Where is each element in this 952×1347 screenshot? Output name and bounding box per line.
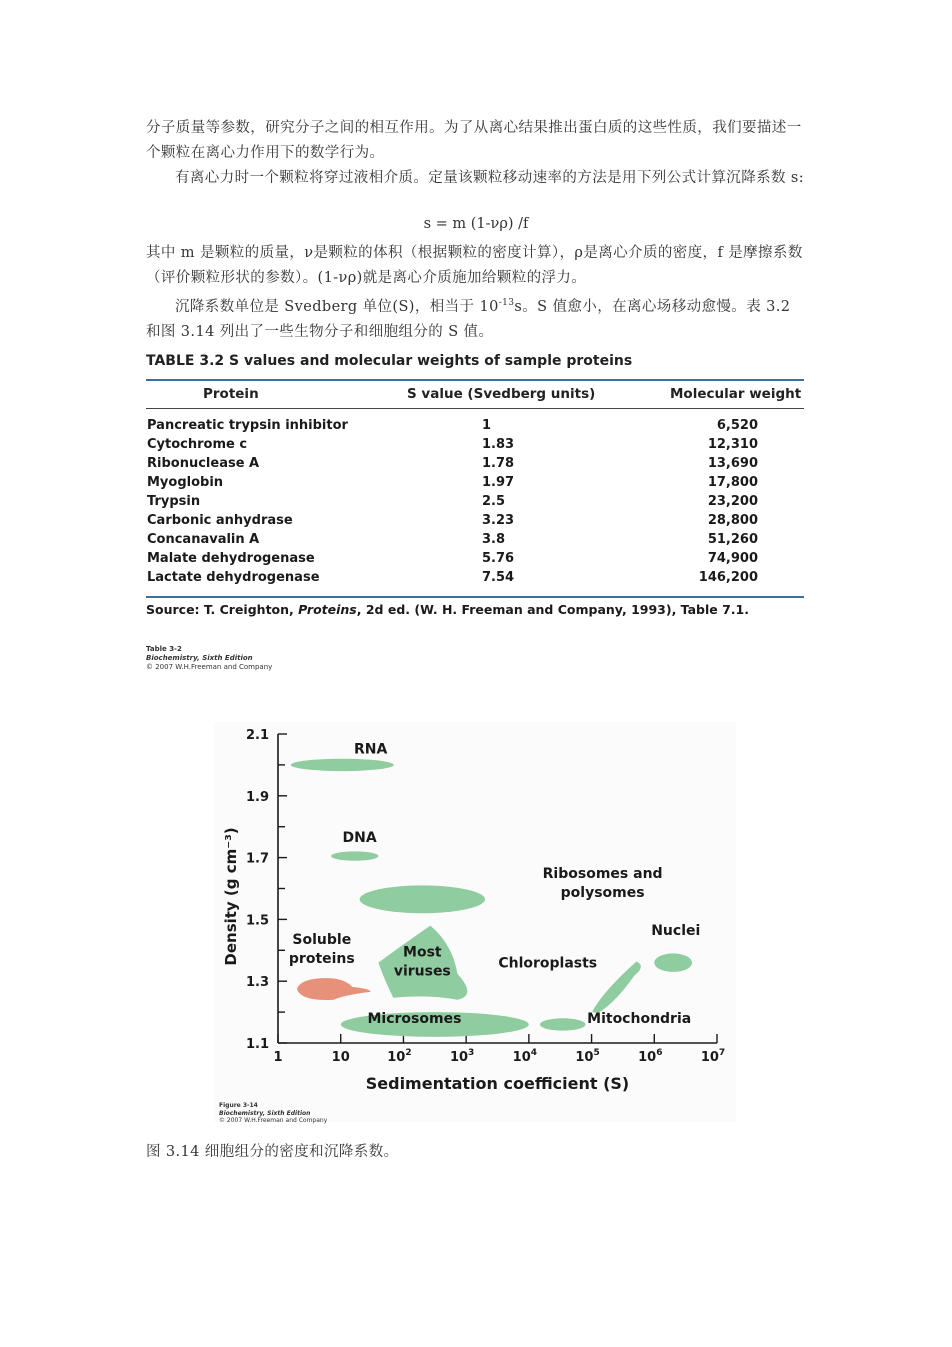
y-tick-label: 2.1 <box>245 728 269 743</box>
region-label-line: Mitochondria <box>587 1010 692 1027</box>
source-part-a: Source: T. Creighton, <box>146 602 299 617</box>
x-tick-label: $10^7$ <box>700 1048 726 1065</box>
cell-s-value: 1.97 <box>482 475 515 490</box>
paragraph-3: 其中 m 是颗粒的质量，ν是颗粒的体积（根据颗粒的密度计算），ρ是离心介质的密度，f 是摩擦系数（评价颗粒形状的参数）。(1-νρ)就是离心介质施加给颗粒的浮力。 <box>146 245 803 286</box>
x-tick-exponent: 2 <box>405 1048 412 1058</box>
cell-s-value: 2.5 <box>482 494 506 509</box>
cell-molecular-weight: 146,200 <box>698 570 758 585</box>
table-row <box>146 475 804 494</box>
paragraph-1: 分子质量等参数，研究分子之间的相互作用。为了从离心结果推出蛋白质的这些性质，我们要描述一个颗粒在离心力作用下的数学行为。 <box>146 120 802 161</box>
y-axis-title: Density (g cm⁻³) <box>222 827 240 966</box>
region-label-line: Nuclei <box>651 922 701 939</box>
cell-protein: Concanavalin A <box>147 532 260 547</box>
region-label <box>587 1011 691 1027</box>
credit-copyright: © 2007 W.H.Freeman and Company <box>219 1117 328 1124</box>
region-label-line: polysomes <box>560 885 645 902</box>
cell-protein: Myoglobin <box>147 475 224 490</box>
table-row <box>146 570 804 589</box>
density-sedimentation-chart <box>214 722 736 1122</box>
paragraph-4-part-a: 沉降系数单位是 Svedberg 单位(S)，相当于 10 <box>175 298 499 315</box>
region-mitochondria <box>540 1018 586 1030</box>
column-header-molecular-weight: Molecular weight <box>670 386 802 402</box>
y-tick-label: 1.7 <box>245 851 269 867</box>
region-label <box>368 1011 462 1027</box>
table-row <box>146 551 804 570</box>
table-row <box>146 532 804 551</box>
region-label <box>651 923 700 939</box>
cell-s-value: 7.54 <box>482 570 515 585</box>
sedimentation-formula: s = m (1-νρ) /f <box>423 216 529 232</box>
region-label-line: Ribosomes and <box>542 866 663 883</box>
cell-protein: Malate dehydrogenase <box>147 551 315 566</box>
credit-book: Biochemistry, Sixth Edition <box>219 1109 311 1117</box>
figure-credit <box>219 1102 327 1125</box>
region-label-line: Soluble <box>292 932 352 949</box>
cell-protein: Carbonic anhydrase <box>147 513 293 528</box>
x-tick-label: $10^5$ <box>575 1048 600 1065</box>
table-row <box>146 494 804 513</box>
cell-molecular-weight: 6,520 <box>716 418 758 433</box>
cell-molecular-weight: 28,800 <box>707 513 758 528</box>
cell-molecular-weight: 12,310 <box>707 437 758 452</box>
cell-molecular-weight: 13,690 <box>707 456 758 471</box>
region-rna <box>291 759 394 771</box>
x-tick-exponent: 6 <box>656 1048 663 1058</box>
x-tick-exponent: 3 <box>468 1048 475 1058</box>
region-label-line: proteins <box>288 951 355 968</box>
x-tick-label: $10^4$ <box>512 1048 538 1065</box>
region-label-line: viruses <box>393 963 451 980</box>
x-tick-exponent: 7 <box>718 1048 726 1058</box>
x-tick-label: 1 <box>273 1050 283 1065</box>
x-tick-label: $10^3$ <box>449 1048 475 1065</box>
credit-label: Table 3-2 <box>146 645 182 653</box>
cell-s-value: 1 <box>482 418 492 433</box>
cell-molecular-weight: 23,200 <box>707 494 758 509</box>
region-label-line: Microsomes <box>367 1010 462 1027</box>
table-bottom-rule <box>146 596 804 598</box>
figure-caption: 图 3.14 细胞组分的密度和沉降系数。 <box>146 1144 399 1160</box>
cell-s-value: 5.76 <box>482 551 515 566</box>
cell-protein: Pancreatic trypsin inhibitor <box>147 418 348 433</box>
cell-protein: Trypsin <box>147 494 201 509</box>
cell-protein: Ribonuclease A <box>147 456 260 471</box>
paragraph-2: 有离心力时一个颗粒将穿过液相介质。定量该颗粒移动速率的方法是用下列公式计算沉降系数 s: <box>175 170 805 186</box>
table-row <box>146 437 804 456</box>
credit-label: Figure 3-14 <box>219 1102 258 1109</box>
cell-s-value: 1.83 <box>482 437 515 452</box>
region-ribosomes-and-polysomes <box>360 885 485 913</box>
credit-book: Biochemistry, Sixth Edition <box>146 654 253 662</box>
region-label-line: Most <box>403 944 442 961</box>
x-axis-title: Sedimentation coefficient (S) <box>365 1074 630 1093</box>
region-label <box>354 742 387 758</box>
region-label-line: DNA <box>342 830 377 847</box>
cell-protein: Lactate dehydrogenase <box>147 570 320 585</box>
column-header-s-value: S value (Svedberg units) <box>407 386 596 402</box>
credit-copyright: © 2007 W.H.Freeman and Company <box>146 663 273 671</box>
cell-molecular-weight: 51,260 <box>707 532 758 547</box>
x-tick-label: $10^2$ <box>387 1048 412 1065</box>
table-credit <box>146 645 272 672</box>
table-source <box>146 602 749 617</box>
cell-protein: Cytochrome c <box>147 437 248 452</box>
table-top-rule <box>146 379 804 381</box>
table-header-rule <box>146 408 804 409</box>
region-label-line: Chloroplasts <box>498 955 598 972</box>
source-book-title: Proteins <box>298 602 357 617</box>
region-dna <box>331 851 378 860</box>
x-tick-exponent: 5 <box>593 1048 600 1058</box>
cell-s-value: 3.23 <box>482 513 515 528</box>
source-part-b: , 2d ed. (W. H. Freeman and Company, 1993), Table 7.1. <box>356 602 749 617</box>
x-tick-exponent: 4 <box>530 1048 538 1058</box>
cell-molecular-weight: 74,900 <box>707 551 758 566</box>
column-header-protein: Protein <box>203 386 259 402</box>
y-tick-label: 1.3 <box>245 975 269 991</box>
cell-molecular-weight: 17,800 <box>707 475 758 490</box>
y-tick-label: 1.5 <box>245 913 269 929</box>
y-tick-label: 1.9 <box>245 789 269 805</box>
exponent: -13 <box>498 298 515 308</box>
y-tick-label: 1.1 <box>245 1037 269 1052</box>
table-title: TABLE 3.2 S values and molecular weights of sample proteins <box>146 353 633 369</box>
x-tick-label: $10^6$ <box>638 1048 663 1065</box>
table-row <box>146 513 804 532</box>
region-label <box>498 955 597 971</box>
cell-s-value: 1.78 <box>482 456 515 471</box>
paragraph-4-part-b: s。S 值愈小，在离心场移动愈慢。表 3.2 和图 3.14 列出了一些生物分子和细胞组分的 S 值。 <box>146 298 791 340</box>
table-row <box>146 418 804 437</box>
x-tick-label: 10 <box>331 1050 350 1065</box>
table-row <box>146 456 804 475</box>
region-label-line: RNA <box>353 741 388 758</box>
cell-s-value: 3.8 <box>482 532 506 547</box>
region-label <box>342 830 376 846</box>
paragraph-4 <box>146 291 806 345</box>
region-nuclei <box>654 953 692 972</box>
